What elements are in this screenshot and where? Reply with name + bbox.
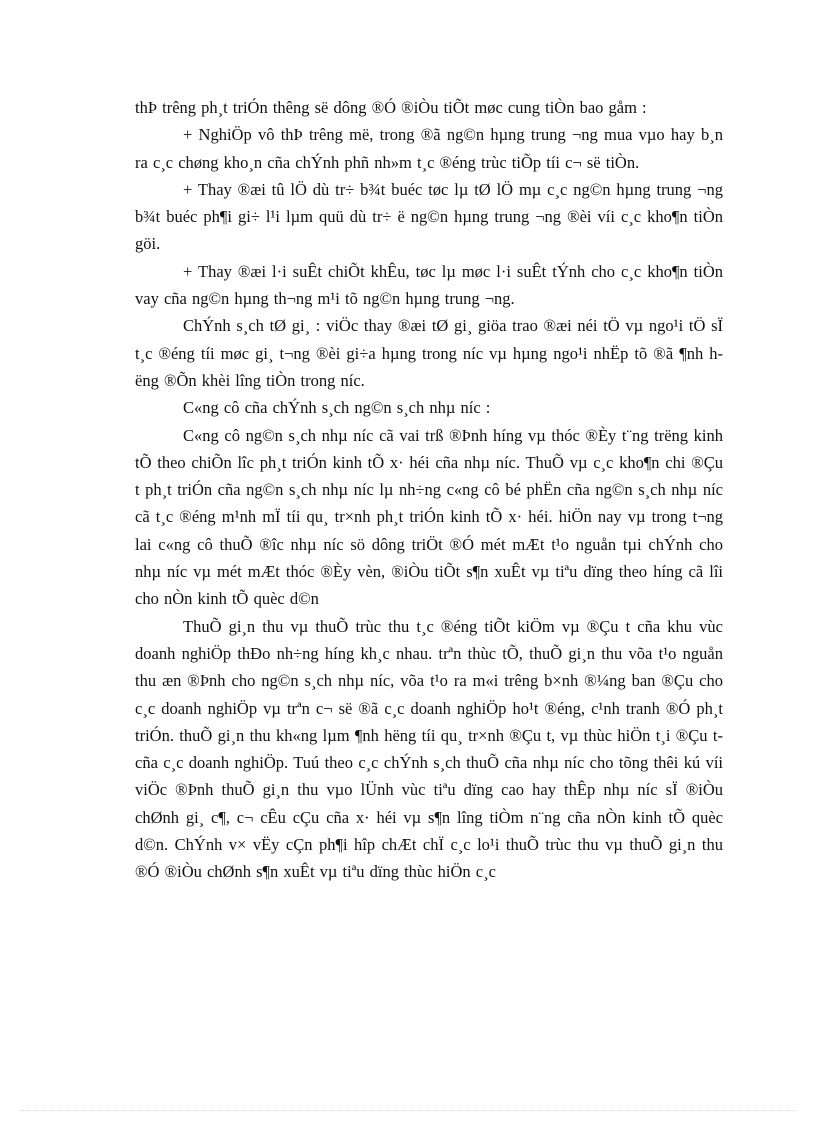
paragraph-budget-tools-role: C«ng cô ng©n s¸ch nhµ níc cã vai trß ®Þnh híng vµ thóc ®Èy t¨ng trëng kinh tÕ theo chiÕn lîc ph¸t triÓn kinh tÕ x· héi cña nhµ níc. ThuÕ vµ c¸c kho¶n chi ®Çu t ph¸t triÓn cña ng©n s¸ch nhµ níc lµ nh÷ng c«ng cô bé phËn cña ng©n s¸ch nhµ níc cã t¸c ®éng m¹nh mÏ tíi qu¸ tr×nh ph¸t triÓn kinh tÕ x· héi. hiÖn nay vµ trong t¬ng lai c«ng cô thuÕ ®îc nhµ níc sö dông triÖt ®Ó mét mÆt t¹o nguån tµi chÝnh cho nhµ níc vµ mét mÆt thóc ®Èy vèn, ®iÒu tiÕt s¶n xuÊt vµ tiªu dïng theo híng cã lîi cho nÒn kinh tÕ quèc d©n [135, 425, 723, 609]
paragraph-budget-tools-heading: C«ng cô cña chÝnh s¸ch ng©n s¸ch nhµ níc : [183, 398, 491, 418]
page-bottom-divider [20, 1110, 796, 1111]
document-page [135, 94, 723, 886]
paragraph-indirect-direct-tax: ThuÕ gi¸n thu vµ thuÕ trùc thu t¸c ®éng tiÕt kiÖm vµ ®Çu t cña khu vùc doanh nghiÖp thÐo nh÷ng híng kh¸c nhau. trªn thùc tÕ, thuÕ gi¸n thu võa t¹o nguån thu æn ®Þnh cho ng©n s¸ch nhµ níc, võa t¹o ra m«i trêng b×nh ®¼ng ban ®Çu cho c¸c doanh nghiÖp vµ trªn c¬ së ®ã c¸c doanh nghiÖp ho¹t ®éng, c¹nh tranh ®Ó ph¸t triÓn. thuÕ gi¸n thu kh«ng lµm ¶nh hëng tíi qu¸ tr×nh ®Çu t, vµ thùc hiÖn t¸i ®Çu t cña c¸c doanh nghiÖp. Tuú theo c¸c chÝnh s¸ch thuÕ cña nhµ níc cho tõng thêi kú víi viÖc ®Þnh thuÕ gi¸n thu vµo lÜnh vùc tiªu dïng cao hay thÊp nhµ níc sÏ ®iÒu chØnh gi¸ c¶, c¬ cÊu cÇu cña x· héi vµ s¶n lîng tiÒm n¨ng cña nÒn kinh tÕ quèc d©n. ChÝnh v× vËy cÇn ph¶i hîp chÆt chÏ c¸c lo¹i thuÕ trùc thu vµ thuÕ gi¸n thu ®Ó ®iÒu chØnh s¶n xuÊt vµ tiªu dïng thùc hiÖn c¸c [135, 616, 723, 882]
paragraph-exchange-rate-policy: ChÝnh s¸ch tØ gi¸ : viÖc thay ®æi tØ gi¸ giöa trao ®æi néi tÖ vµ ngo¹i tÖ sÏ t¸c ®éng tíi møc gi¸ t¬ng ®èi gi÷a hµng trong níc vµ hµng ngo¹i nhËp tõ ®ã ¶nh hëng ®Õn khèi lîng tiÒn trong níc. [135, 316, 723, 390]
paragraph-open-market-operations: + NghiÖp vô thÞ trêng më, trong ®ã ng©n hµng trung ¬ng mua vµo hay b¸n ra c¸c chøng kho¸n cña chÝnh phñ nh»m t¸c ®éng trùc tiÕp tíi c¬ së tiÒn. [135, 125, 723, 172]
paragraph-reserve-ratio: + Thay ®æi tû lÖ dù tr÷ b¾t buéc tøc lµ tØ lÖ mµ c¸c ng©n hµng trung ¬ng b¾t buéc ph¶i gi÷ l¹i lµm quü dù tr÷ ë ng©n hµng trung ¬ng ®èi víi c¸c kho¶n tiÒn göi. [135, 179, 723, 254]
paragraph-discount-rate: + Thay ®æi l·i suÊt chiÕt khÊu, tøc lµ møc l·i suÊt tÝnh cho c¸c kho¶n tiÒn vay cña ng©n hµng th¬ng m¹i tõ ng©n hµng trung ¬ng. [135, 261, 723, 309]
paragraph-intro-continuation: thÞ trêng ph¸t triÓn thêng së dông ®Ó ®iÒu tiÕt møc cung tiÒn bao gåm : [135, 98, 647, 117]
